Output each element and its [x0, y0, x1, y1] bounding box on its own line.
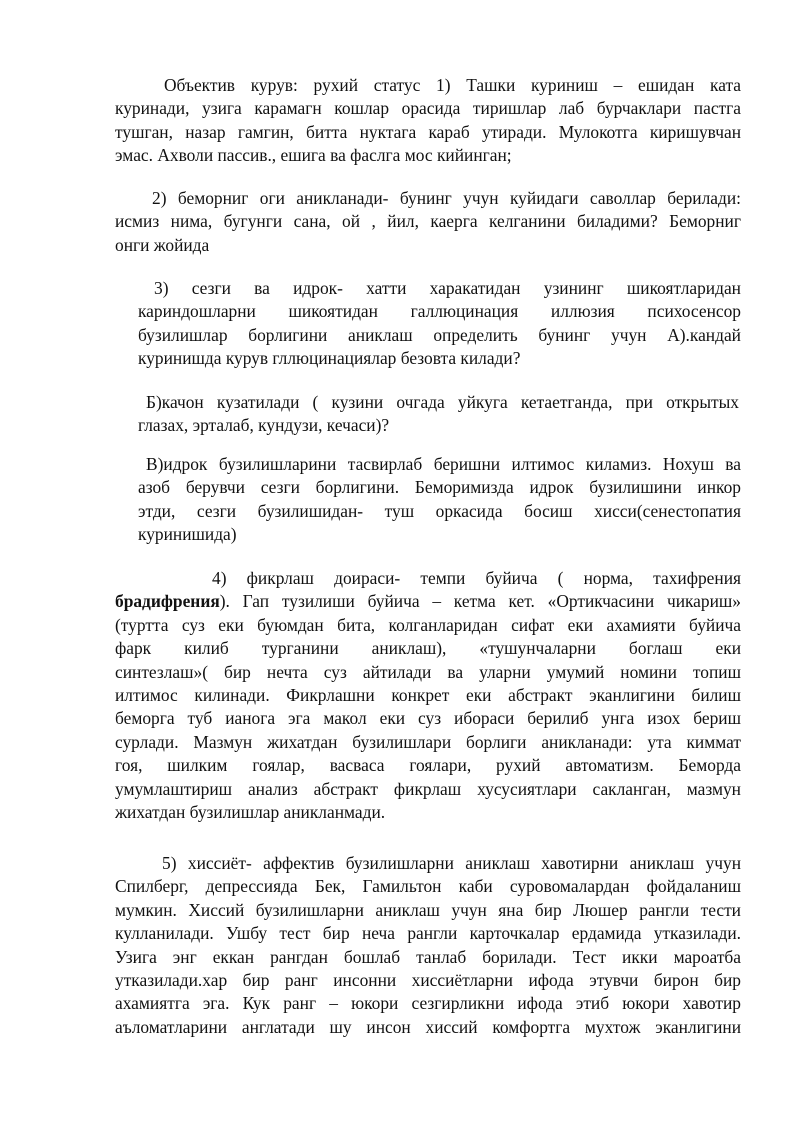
text-line: Узига энг еккан рангдан бошлаб танлаб борилади. Тест икки мароатба — [115, 946, 741, 967]
text-line: 5) хиссиёт- аффектив бузилишларни аниклаш хавотирни аниклаш учун — [162, 853, 741, 873]
text-line: Объектив курув: рухий статус 1) Ташки куриниш – ешидан ката — [164, 75, 741, 95]
text-line: куринишда курув гллюцинациялар безовта килади? — [138, 348, 521, 369]
text-line: беморга туб ианога эга макол еки суз ибораси берилиб унга изох бериш — [115, 708, 741, 729]
paragraph-consciousness — [115, 187, 741, 257]
text-line: илтимос килинади. Фикрлашни конкрет еки абстракт эканлигини билиш — [115, 684, 741, 705]
text-line: сурлади. Мазмун жихатдан бузилишлари борлиги аникланади: ута киммат — [115, 731, 741, 752]
paragraph-thinking — [115, 567, 741, 824]
text-line: синтезлаш»( бир нечта суз айтилади ва уларни умумий номини топиш — [115, 661, 741, 682]
text-line: фарк килиб турганини аниклаш), «тушунчаларни боглаш еки — [115, 638, 741, 659]
text-line: (туртта суз еки буюмдан бита, колганларидан сифат еки ахамияти буйича — [115, 614, 741, 635]
paragraph-item-b — [138, 391, 739, 438]
paragraph-objective-exam — [115, 74, 741, 168]
text-line: аъломатларини англатади шу инсон хиссий комфортга мухтож эканлигини — [115, 1016, 741, 1037]
text-line: кулланилади. Ушбу тест бир неча рангли карточкалар ердамида утказилади. — [115, 923, 741, 944]
text-line — [115, 590, 741, 613]
text-line: 3) сезги ва идрок- хатти харакатидан узининг шикоятларидан — [154, 278, 741, 298]
text-line: азоб берувчи сезги борлигини. Беморимизда идрок бузилишини инкор — [138, 477, 741, 498]
text-line: тушган, назар гамгин, битта нуктага караб утиради. Мулокотга киришувчан — [115, 121, 741, 142]
text-line: 4) фикрлаш доираси- темпи буйича ( норма, тахифрения — [212, 568, 741, 588]
text-line: куринишида) — [138, 524, 237, 545]
text-line: 2) беморниг оги аникланади- бунинг учун куйидаги саволлар берилади: — [152, 188, 741, 208]
paragraph-item-v — [138, 453, 741, 547]
text-line: Спилберг, депрессияда Бек, Гамильтон каби суровомалардан фойдаланиш — [115, 876, 741, 897]
paragraph-perception — [138, 277, 741, 371]
text-line: кариндошларни шикоятидан галлюцинация иллюзия психосенсор — [138, 301, 741, 322]
text-line: умумлаштириш анализ абстракт фикрлаш хусусиятлари сакланган, мазмун — [115, 778, 741, 799]
text-line: Б)качон кузатилади ( кузини очгада уйкуга кетаетганда, при открытых — [146, 392, 739, 412]
bold-term: брадифрения — [115, 591, 220, 612]
text-line: мумкин. Хиссий бузилишларни аниклаш учун яна бир Люшер рангли тести — [115, 899, 741, 920]
text-line: эмас. Ахволи пассив., ешига ва фаслга мос кийинган; — [115, 145, 512, 166]
text-line: онги жойида — [115, 234, 210, 255]
text-line: жихатдан бузилишлар аникланмади. — [115, 801, 386, 822]
paragraph-emotions — [115, 852, 741, 1039]
text-line: этди, сезги бузилишидан- туш оркасида босиш хисси(сенестопатия — [138, 500, 741, 521]
text-line: бузилишлар борлигини аниклаш определить бунинг учун А).кандай — [138, 324, 741, 345]
text-line: гоя, шилким гоялар, васваса гоялари, рухий автоматизм. Беморда — [115, 755, 741, 776]
text-line: глазах, эрталаб, кундузи, кечаси)? — [138, 415, 390, 436]
text-line: исмиз нима, бугунги сана, ой , йил, каерга келганини биладими? Беморниг — [115, 211, 741, 232]
text-line: куринади, узига карамагн кошлар орасида тиришлар лаб бурчаклари пастга — [115, 98, 741, 119]
text-line: ахамиятга эга. Кук ранг – юкори сезгирликни ифода этиб юкори хавотир — [115, 993, 741, 1014]
text-line: В)идрок бузилишларини тасвирлаб беришни илтимос киламиз. Нохуш ва — [146, 454, 741, 474]
text-line: утказилади.хар бир ранг инсонни хиссиётларни ифода этувчи бирон бир — [115, 969, 741, 990]
text-fragment: ). Гап тузилиши буйича – кетма кет. «Ортикчасини чикариш» — [219, 591, 741, 612]
